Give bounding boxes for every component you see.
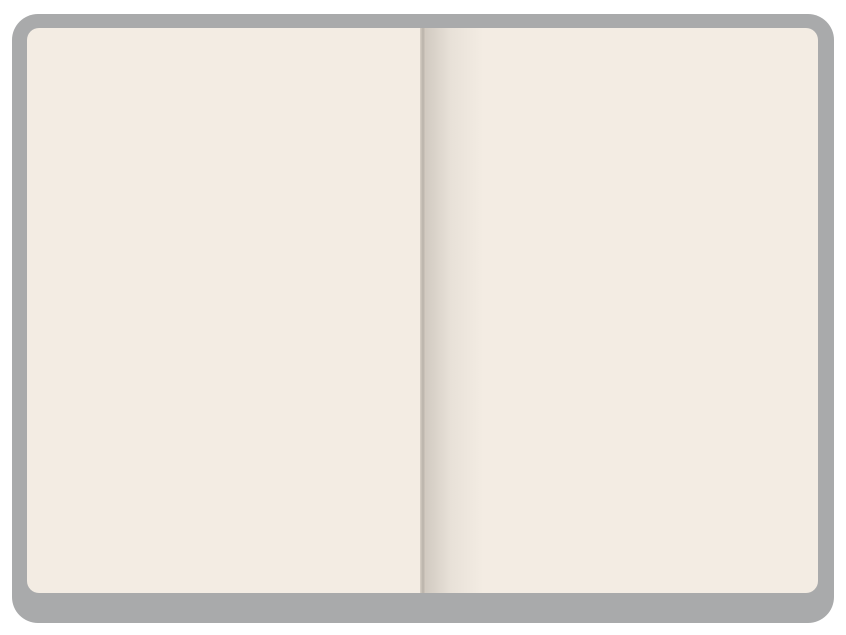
right-page	[423, 28, 818, 593]
page-gutter	[420, 28, 426, 593]
left-page	[27, 28, 423, 593]
